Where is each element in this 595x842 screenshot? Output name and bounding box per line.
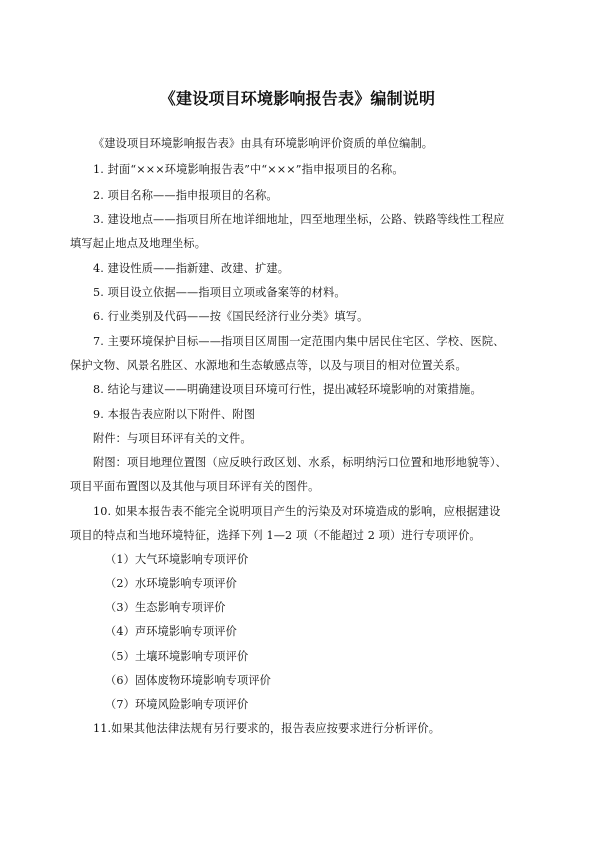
figures-note-line-1: 附图：项目地理位置图（应反映行政区划、水系，标明纳污口位置和地形地貌等）、: [93, 456, 507, 469]
sub-item-atmosphere: （1）大气环境影响专项评价: [105, 553, 249, 566]
item-7-protection-targets-line-2: 保护文物、风景名胜区、水源地和生态敏感点等，以及与项目的相对位置关系。: [70, 359, 467, 372]
item-10-special-eval-line-2: 项目的特点和当地环境特征，选择下列 1—2 项（不能超过 2 项）进行专项评价。: [70, 529, 481, 542]
item-10-special-eval-line-1: 10. 如果本报告表不能完全说明项目产生的污染及对环境造成的影响，应根据建设: [93, 505, 501, 518]
item-3-location-line-1: 3. 建设地点——指项目所在地详细地址，四至地理坐标，公路、铁路等线性工程应: [93, 213, 505, 226]
item-2-project-name: 2. 项目名称——指申报项目的名称。: [93, 189, 278, 202]
item-5-basis: 5. 项目设立依据——指项目立项或备案等的材料。: [93, 286, 346, 299]
item-1-cover: 1. 封面“×××环境影响报告表”中“×××”指申报项目的名称。: [93, 163, 404, 176]
sub-item-soil: （5）土壤环境影响专项评价: [105, 650, 249, 663]
sub-item-ecology: （3）生态影响专项评价: [105, 601, 226, 614]
item-4-construction-nature: 4. 建设性质——指新建、改建、扩建。: [93, 262, 290, 275]
sub-item-noise: （4）声环境影响专项评价: [105, 625, 237, 638]
item-8-conclusion: 8. 结论与建议——明确建设项目环境可行性，提出减轻环境影响的对策措施。: [93, 383, 482, 396]
intro-paragraph: 《建设项目环境影响报告表》由具有环境影响评价资质的单位编制。: [93, 137, 434, 150]
item-7-protection-targets-line-1: 7. 主要环境保护目标——指项目区周围一定范围内集中居民住宅区、学校、医院、: [93, 335, 505, 348]
item-11-other-laws: 11.如果其他法律法规有另行要求的，报告表应按要求进行分析评价。: [93, 722, 441, 735]
figures-note-line-2: 项目平面布置图以及其他与项目环评有关的图件。: [70, 480, 320, 493]
sub-item-water: （2）水环境影响专项评价: [105, 577, 237, 590]
sub-item-risk: （7）环境风险影响专项评价: [105, 698, 249, 711]
attachments-note: 附件：与项目环评有关的文件。: [93, 432, 252, 445]
item-6-industry-code: 6. 行业类别及代码——按《国民经济行业分类》填写。: [93, 310, 369, 323]
sub-item-solid-waste: （6）固体废物环境影响专项评价: [105, 674, 271, 687]
item-9-attachments-heading: 9. 本报告表应附以下附件、附图: [93, 408, 256, 421]
page-title: 《建设项目环境影响报告表》编制说明: [159, 89, 436, 108]
item-3-location-line-2: 填写起止地点及地理坐标。: [70, 237, 207, 250]
